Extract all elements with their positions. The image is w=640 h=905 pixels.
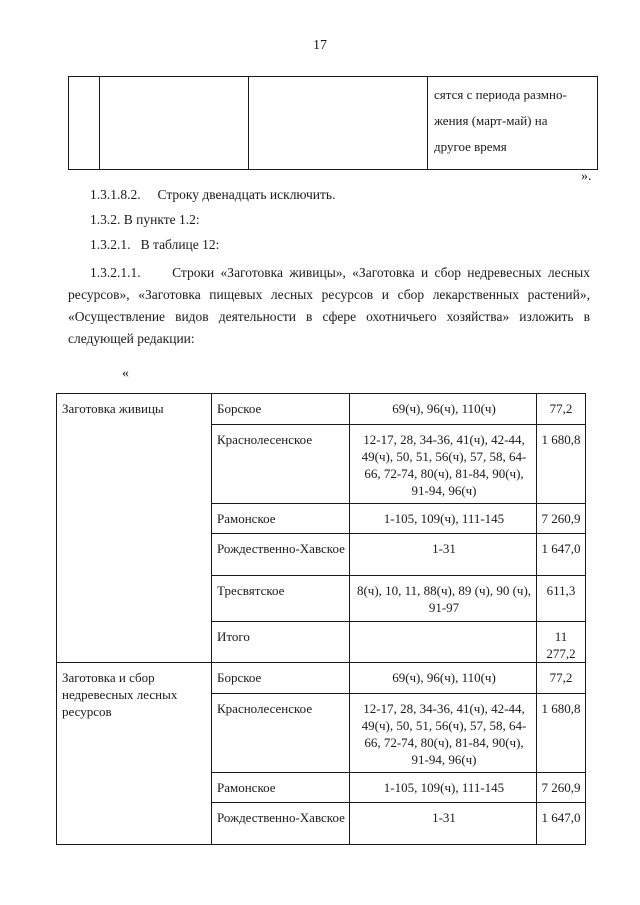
paragraph-rows-statement: 1.3.2.1.1. Строки «Заготовка живицы», «Заготовка и сбор недревесных лесных ресурсов», «Заготовка пищевых лесных ресурсов и сбор лекарственных растений», «Осуществление видов деятельности в сфере охотничьего хозяйства» изложить в следующей редакции: — [68, 265, 594, 346]
forestry-name: Рождественно-Хавское — [217, 541, 345, 556]
area-value: 1 680,8 — [541, 701, 581, 716]
activity-name: Заготовка живицы — [62, 401, 164, 416]
forestry-name-cell — [212, 504, 350, 534]
area-value-cell — [537, 663, 586, 694]
quarter-numbers-cell — [350, 773, 537, 803]
forestry-name-cell — [212, 663, 350, 694]
area-value: 1 680,8 — [541, 432, 581, 447]
activity-cell — [57, 394, 212, 663]
activity-cell — [57, 663, 212, 845]
paragraph-table-ref: 1.3.2.1. В таблице 12: — [90, 237, 220, 252]
forestry-name-cell — [212, 773, 350, 803]
forestry-name-cell — [212, 425, 350, 504]
quarter-numbers-cell — [350, 534, 537, 576]
quarter-numbers-cell — [350, 576, 537, 622]
quarter-numbers: 12-17, 28, 34-36, 41(ч), 42-44, 49(ч), 50, 51, 56(ч), 57, 58, 64-66, 72-74, 80(ч), 81-84, 90(ч), 91-94, 96(ч) — [361, 432, 527, 498]
paragraph-delete-row: 1.3.1.8.2. Строку двенадцать исключить. — [90, 187, 336, 202]
area-value-cell — [537, 803, 586, 845]
quarter-numbers: 12-17, 28, 34-36, 41(ч), 42-44, 49(ч), 50, 51, 56(ч), 57, 58, 64-66, 72-74, 80(ч), 81-84, 90(ч), 91-94, 96(ч) — [361, 701, 527, 767]
quarter-numbers: 8(ч), 10, 11, 88(ч), 89 (ч), 90 (ч), 91-97 — [356, 583, 532, 615]
quarter-numbers: 1-31 — [432, 810, 456, 825]
forestry-name: Борское — [217, 670, 262, 685]
forestry-name-cell — [212, 534, 350, 576]
table-row — [57, 394, 586, 425]
forestry-name: Рамонское — [217, 511, 276, 526]
area-value-cell — [537, 576, 586, 622]
continued-table-fragment — [68, 76, 598, 170]
quarter-numbers: 1-105, 109(ч), 111-145 — [383, 780, 505, 795]
forestry-name: Рамонское — [217, 780, 276, 795]
area-value-cell — [537, 694, 586, 773]
area-value-cell — [537, 622, 586, 663]
table-row — [57, 663, 586, 694]
quarter-numbers-cell — [350, 803, 537, 845]
forestry-name-cell — [212, 694, 350, 773]
quarter-numbers: 69(ч), 96(ч), 110(ч) — [392, 401, 496, 416]
area-value: 1 647,0 — [541, 541, 581, 556]
quarter-numbers: 1-31 — [432, 541, 456, 556]
quarter-numbers-cell — [350, 694, 537, 773]
area-value: 77,2 — [549, 401, 573, 416]
area-value: 7 260,9 — [541, 511, 581, 526]
area-value-cell — [537, 504, 586, 534]
continued-text-cell — [428, 77, 598, 170]
forestry-name: Краснолесенское — [217, 701, 313, 716]
page-number: 17 — [313, 38, 327, 53]
activity-name: Заготовка и сбор недревесных лесных ресурсов — [62, 670, 178, 719]
forestry-name-cell — [212, 622, 350, 663]
area-value: 1 647,0 — [541, 810, 581, 825]
quarter-numbers-cell — [350, 394, 537, 425]
forestry-name: Борское — [217, 401, 262, 416]
forestry-name-cell — [212, 576, 350, 622]
empty-cell — [100, 77, 249, 170]
area-value-cell — [537, 425, 586, 504]
quarter-numbers-cell — [350, 425, 537, 504]
area-value-cell — [537, 534, 586, 576]
forest-table-12 — [56, 393, 586, 845]
forestry-name-cell — [212, 803, 350, 845]
empty-cell — [249, 77, 428, 170]
opening-quote: « — [122, 366, 129, 381]
quarter-numbers-cell — [350, 622, 537, 663]
empty-cell — [69, 77, 100, 170]
quarter-numbers: 69(ч), 96(ч), 110(ч) — [392, 670, 496, 685]
continued-text: сятся с периода размно- жения (март-май) на другое время — [434, 87, 567, 154]
quarter-numbers: 1-105, 109(ч), 111-145 — [383, 511, 505, 526]
forestry-name-cell — [212, 394, 350, 425]
quarter-numbers-cell — [350, 504, 537, 534]
area-value-cell — [537, 773, 586, 803]
forestry-name: Итого — [217, 629, 250, 644]
forestry-name: Тресвятское — [217, 583, 285, 598]
area-value: 77,2 — [549, 670, 573, 685]
area-value: 611,3 — [546, 583, 576, 598]
forestry-name: Краснолесенское — [217, 432, 313, 447]
paragraph-point: 1.3.2. В пункте 1.2: — [90, 212, 200, 227]
quarter-numbers-cell — [350, 663, 537, 694]
forestry-name: Рождественно-Хавское — [217, 810, 345, 825]
area-value: 11 277,2 — [546, 629, 576, 661]
closing-quote: ». — [581, 169, 592, 184]
area-value: 7 260,9 — [541, 780, 581, 795]
area-value-cell — [537, 394, 586, 425]
